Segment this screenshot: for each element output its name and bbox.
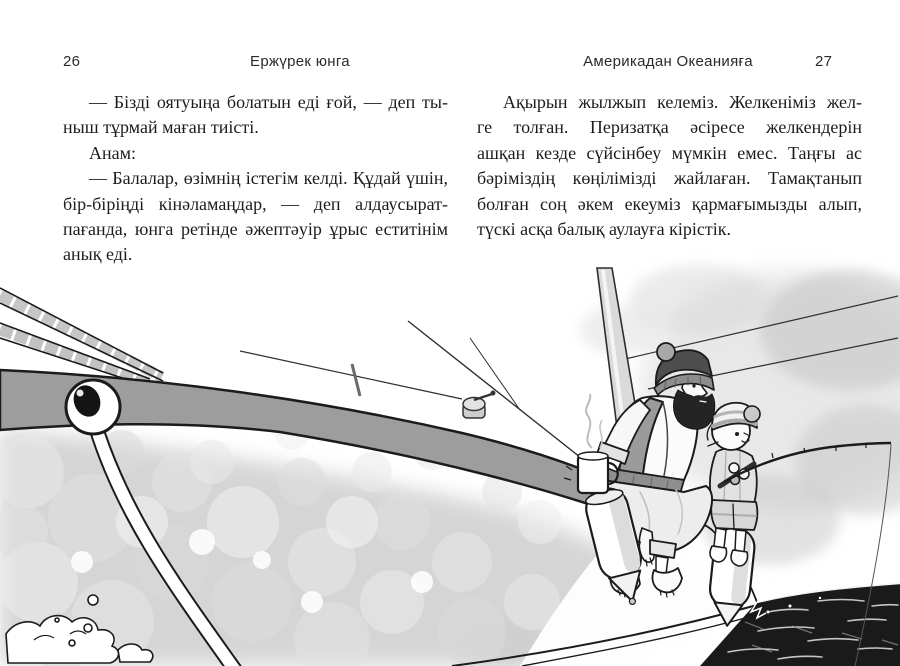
running-header-left: Ержүрек юнга [250,53,350,70]
steam-wisp [586,394,592,448]
text-line: пағанда, юнга ретінде әжептәуір ұрыс еститінім [63,219,448,240]
text-line: ге толған. Перизатқа әсіресе желкендерін [477,117,862,138]
text-line: болған соң әкем екеуміз қармағымызды алып, [477,193,862,214]
text-line: ашқан кезде сүйсінбеу мүмкін емес. Таңғы ас [477,142,862,163]
text-line: Ақырын жылжып келеміз. Желкеніміз жел- [503,92,862,112]
text-line: ныш тұрмай маған тиісті. [63,117,259,138]
text-line: анық еді. [63,244,133,265]
text-line: бәріміздің көңілімізді жайлаған. Тамақтанып [477,168,862,189]
text-line: түскі асқа балық аулауға кірістік. [477,219,732,240]
deck-winch [463,391,496,419]
running-header-right: Америкадан Океанияға [583,53,753,70]
text-line: Анам: [89,142,137,163]
text-line: — Балалар, өзімнің істегім келді. Құдай үшін, [89,168,448,189]
text-line: — Бізді оятуыңа болатын еді ғой, — деп ты- [89,92,448,112]
page-number-left: 26 [63,53,81,70]
text-line: бір-біріңді кінәламаңдар, — деп алдаусырат- [63,193,448,214]
page-number-right: 27 [815,53,833,70]
